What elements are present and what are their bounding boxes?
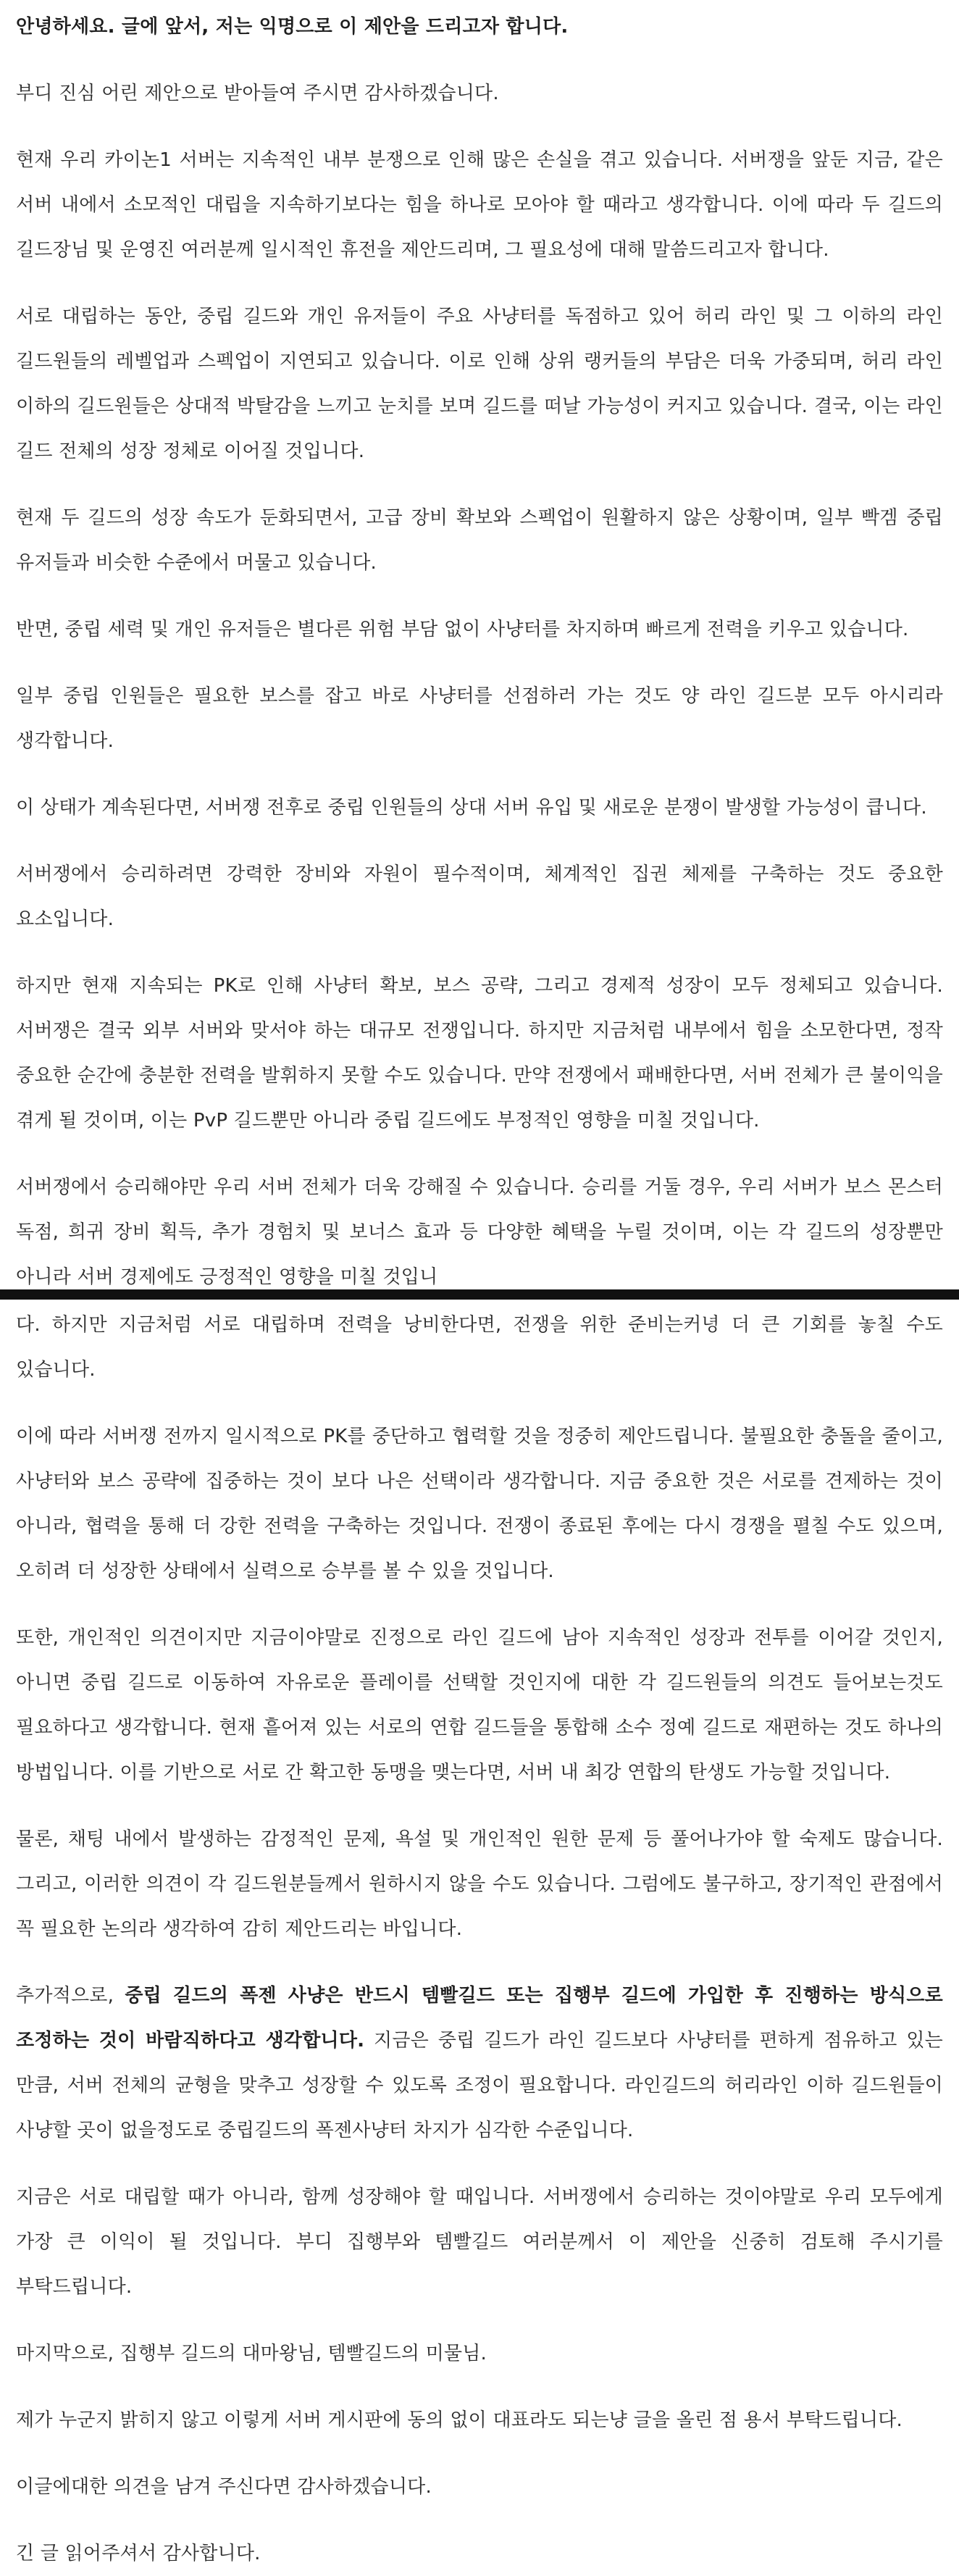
paragraph: 일부 중립 인원들은 필요한 보스를 잡고 바로 사냥터를 선점하러 가는 것도 양 라인 길드분 모두 아시리라 생각합니다. [16, 685, 943, 752]
greeting-heading: 안녕하세요. 글에 앞서, 저는 익명으로 이 제안을 드리고자 합니다. [16, 16, 569, 38]
section-divider [0, 1289, 959, 1300]
paragraph: 현재 두 길드의 성장 속도가 둔화되면서, 고급 장비 확보와 스펙업이 원활하지 않은 상황이며, 일부 빡겜 중립 유저들과 비슷한 수준에서 머물고 있습니다. [16, 507, 943, 574]
paragraph-rest: 지금은 중립 길드가 라인 길드보다 사냥터를 편하게 점유하고 있는 만큼, 서버 전체의 균형을 맞추고 성장할 수 있도록 조정이 필요합니다. 라인길드의 허리라인 이하 길드원들이 사냥할 곳이 없을정도로 중립길드의 폭젠사냥터 차지가 심각한 수준입니다. [16, 2030, 943, 2141]
paragraph: 제가 누군지 밝히지 않고 이렇게 서버 게시판에 동의 없이 대표라도 되는냥 글을 올린 점 용서 부탁드립니다. [16, 2409, 903, 2431]
paragraph: 반면, 중립 세력 및 개인 유저들은 별다른 위험 부담 없이 사냥터를 차지하며 빠르게 전력을 키우고 있습니다. [16, 619, 909, 640]
paragraph: 서버쟁에서 승리하려면 강력한 장비와 자원이 필수적이며, 체계적인 집권 체제를 구축하는 것도 중요한 요소입니다. [16, 863, 943, 930]
document-page-bottom [0, 1300, 959, 2564]
paragraph: 긴 글 읽어주셔서 감사합니다. [16, 2543, 261, 2564]
paragraph: 서버쟁에서 승리해야만 우리 서버 전체가 더욱 강해질 수 있습니다. 승리를 거둘 경우, 우리 서버가 보스 몬스터 독점, 희귀 장비 획득, 추가 경험치 및 보너스 효과 등 다양한 혜택을 누릴 것이며, 이는 각 길드의 성장뿐만 아니라 서버 경제에도 긍정적인 영향을 미칠 것입니 [16, 1176, 943, 1288]
paragraph: 하지만 현재 지속되는 PK로 인해 사냥터 확보, 보스 공략, 그리고 경제적 성장이 모두 정체되고 있습니다. 서버쟁은 결국 외부 서버와 맞서야 하는 대규모 전쟁입니다. 하지만 지금처럼 내부에서 힘을 소모한다면, 정작 중요한 순간에 충분한 전력을 발휘하지 못할 수도 있습니다. 만약 전쟁에서 패배한다면, 서버 전체가 큰 불이익을 겪게 될 것이며, 이는 PvP 길드뿐만 아니라 중립 길드에도 부정적인 영향을 미칠 것입니다. [16, 975, 943, 1132]
paragraph-lead: 추가적으로, [16, 1985, 125, 2007]
paragraph: 다. 하지만 지금처럼 서로 대립하며 전력을 낭비한다면, 전쟁을 위한 준비는커녕 더 큰 기회를 놓칠 수도 있습니다. [16, 1314, 943, 1381]
paragraph: 물론, 채팅 내에서 발생하는 감정적인 문제, 욕설 및 개인적인 원한 문제 등 풀어나가야 할 숙제도 많습니다. 그리고, 이러한 의견이 각 길드원분들께서 원하시지 않을 수도 있습니다. 그럼에도 불구하고, 장기적인 관점에서 꼭 필요한 논의라 생각하여 감히 제안드리는 바입니다. [16, 1828, 943, 1940]
paragraph: 서로 대립하는 동안, 중립 길드와 개인 유저들이 주요 사냥터를 독점하고 있어 허리 라인 및 그 이하의 라인 길드원들의 레벨업과 스펙업이 지연되고 있습니다. 이로 인해 상위 랭커들의 부담은 더욱 가중되며, 허리 라인 이하의 길드원들은 상대적 박탈감을 느끼고 눈치를 보며 길드를 떠날 가능성이 커지고 있습니다. 결국, 이는 라인 길드 전체의 성장 정체로 이어질 것입니다. [16, 306, 943, 462]
paragraph: 부디 진심 어린 제안으로 받아들여 주시면 감사하겠습니다. [16, 83, 499, 104]
paragraph: 마지막으로, 집행부 길드의 대마왕님, 템빨길드의 미물님. [16, 2343, 487, 2364]
bold-emphasis: 중립 길드의 폭젠 사냥은 반드시 템빨길드 또는 집행부 길드에 가입한 후 진행하는 방식으로 조정하는 것이 바람직하다고 생각합니다. [16, 1985, 943, 2052]
paragraph: 이에 따라 서버쟁 전까지 일시적으로 PK를 중단하고 협력할 것을 정중히 제안드립니다. 불필요한 충돌을 줄이고, 사냥터와 보스 공략에 집중하는 것이 보다 나은 선택이라 생각합니다. 지금 중요한 것은 서로를 견제하는 것이 아니라, 협력을 통해 더 강한 전력을 구축하는 것입니다. 전쟁이 종료된 후에는 다시 경쟁을 펼칠 수도 있으며, 오히려 더 성장한 상태에서 실력으로 승부를 볼 수 있을 것입니다. [16, 1426, 943, 1582]
paragraph: 지금은 서로 대립할 때가 아니라, 함께 성장해야 할 때입니다. 서버쟁에서 승리하는 것이야말로 우리 모두에게 가장 큰 이익이 될 것입니다. 부디 집행부와 템빨길드 여러분께서 이 제안을 신중히 검토해 주시기를 부탁드립니다. [16, 2186, 943, 2298]
paragraph-with-bold [16, 1973, 943, 2153]
paragraph: 또한, 개인적인 의견이지만 지금이야말로 진정으로 라인 길드에 남아 지속적인 성장과 전투를 이어갈 것인지, 아니면 중립 길드로 이동하여 자유로운 플레이를 선택할 것인지에 대한 각 길드원들의 의견도 들어보는것도 필요하다고 생각합니다. 현재 흩어져 있는 서로의 연합 길드들을 통합해 소수 정예 길드로 재편하는 것도 하나의 방법입니다. 이를 기반으로 서로 간 확고한 동맹을 맺는다면, 서버 내 최강 연합의 탄생도 가능할 것입니다. [16, 1627, 943, 1783]
paragraph: 현재 우리 카이논1 서버는 지속적인 내부 분쟁으로 인해 많은 손실을 겪고 있습니다. 서버쟁을 앞둔 지금, 같은 서버 내에서 소모적인 대립을 지속하기보다는 힘을 하나로 모아야 할 때라고 생각합니다. 이에 따라 두 길드의 길드장님 및 운영진 여러분께 일시적인 휴전을 제안드리며, 그 필요성에 대해 말씀드리고자 합니다. [16, 149, 943, 261]
paragraph: 이글에대한 의견을 남겨 주신다면 감사하겠습니다. [16, 2476, 432, 2498]
paragraph: 이 상태가 계속된다면, 서버쟁 전후로 중립 인원들의 상대 서버 유입 및 새로운 분쟁이 발생할 가능성이 큽니다. [16, 797, 927, 819]
